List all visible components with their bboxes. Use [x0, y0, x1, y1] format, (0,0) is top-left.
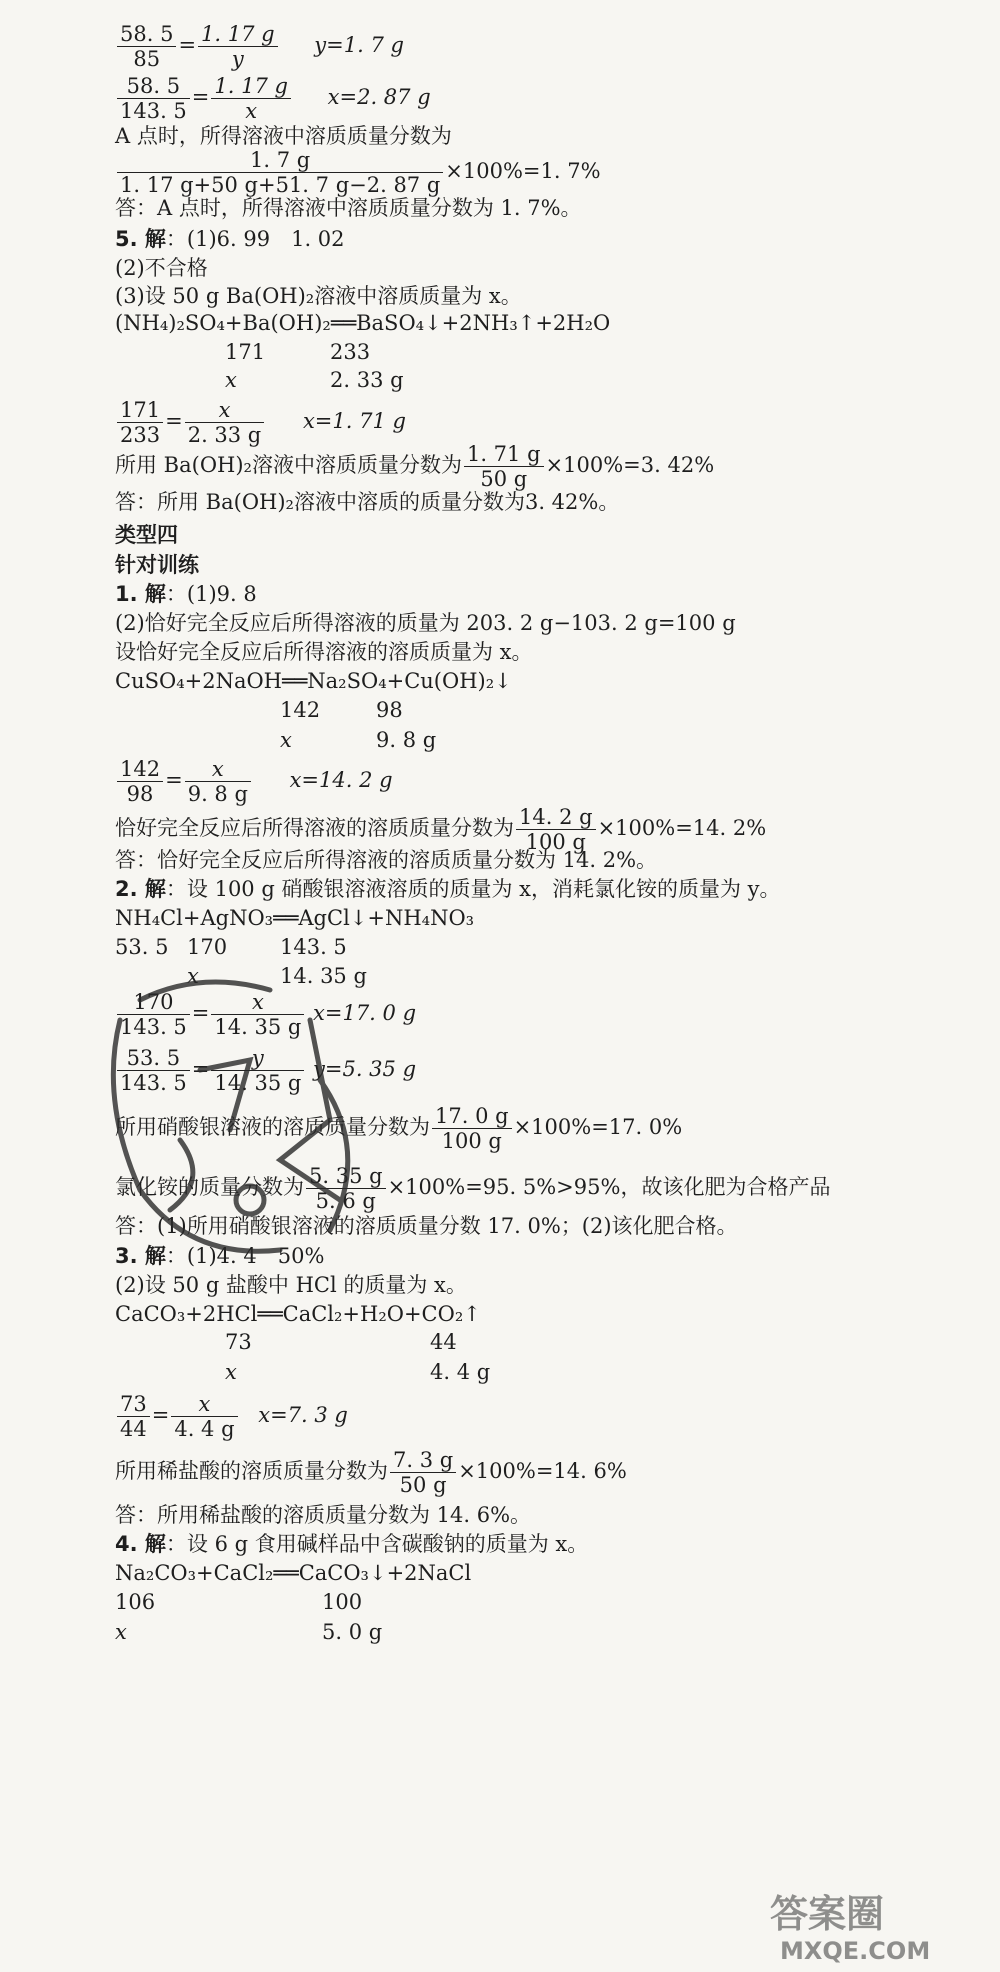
equation-2: CuSO₄+2NaOH══Na₂SO₄+Cu(OH)₂↓: [115, 669, 512, 693]
ratio-row-7b: 44: [430, 1330, 457, 1354]
eq-line-38: $\frac{73}{44}$ = $\frac{x}{4. 4 g}$ x=7. 3 g: [115, 1392, 348, 1441]
eq-line-22: 恰好完全反应后所得溶液的溶质质量分数为 $\frac{14. 2 g}{100 g}$ ×100%=14. 2%: [115, 805, 767, 855]
eq-line-2: $\frac{58. 5}{143. 5}$ = $\frac{1. 17 g}{x}$ x=2. 87 g: [115, 74, 431, 123]
ratio-row-4b: 9. 8 g: [376, 728, 437, 752]
ratio-row-5b: 170: [187, 935, 228, 959]
eq-line-28: $\frac{170}{143. 5}$ = $\frac{x}{14. 35 g}$ x=17. 0 g: [115, 990, 416, 1039]
ratio-row-1b: 233: [330, 340, 371, 364]
eq-line-13: 所用 Ba(OH)₂溶液中溶质质量分数为 $\frac{1. 71 g}{50 g}$ ×100%=3. 42%: [115, 442, 715, 492]
ratio-row-2: x: [225, 368, 237, 392]
text-line-3: A 点时，所得溶液中溶质质量分数为: [115, 124, 452, 148]
text-line-16: (2)恰好完全反应后所得溶液的质量为 203. 2 g−103. 2 g=100 g: [115, 611, 736, 635]
answer-line-5: 答：A 点时，所得溶液中溶质质量分数为 1. 7%。: [115, 196, 582, 220]
ratio-row-9b: 100: [322, 1590, 363, 1614]
ratio-row-7: 73: [225, 1330, 252, 1354]
text-line-8: (3)设 50 g Ba(OH)₂溶液中溶质质量为 x。: [115, 284, 522, 308]
eq-line-31: 氯化铵的质量分数为 $\frac{5. 35 g}{5. 6 g}$ ×100%=95. 5%>95%，故该化肥为合格产品: [115, 1164, 831, 1214]
answer-line-23: 答：恰好完全反应后所得溶液的溶质质量分数为 14. 2%。: [115, 848, 658, 872]
ratio-row-8b: 4. 4 g: [430, 1360, 491, 1384]
equation-5: Na₂CO₃+CaCl₂══CaCO₃↓+2NaCl: [115, 1561, 472, 1585]
eq-line-30: 所用硝酸银溶液的溶质质量分数为 $\frac{17. 0 g}{100 g}$ ×100%=17. 0%: [115, 1104, 683, 1154]
ratio-row-5: 53. 5: [115, 935, 169, 959]
answer-line-14: 答：所用 Ba(OH)₂溶液中溶质的质量分数为3. 42%。: [115, 490, 620, 514]
eq-line-1: $\frac{58. 5}{85}$ = $\frac{1. 17 g}{y}$ y=1. 7 g: [115, 22, 404, 71]
text-line-7: (2)不合格: [115, 256, 208, 280]
solution-5-head: 5. 解：(1)6. 99 1. 02: [115, 227, 345, 251]
watermark-url-text: MXQE.COM: [780, 1937, 931, 1965]
answer-line-40: 答：所用稀盐酸的溶质质量分数为 14. 6%。: [115, 1503, 532, 1527]
solution-1-head: 1. 解：(1)9. 8: [115, 582, 257, 606]
watermark-logo: [760, 1885, 990, 1965]
solution-3-head: 3. 解：(1)4. 4 50%: [115, 1244, 325, 1268]
solution-2-head: 2. 解：设 100 g 硝酸银溶液溶质的质量为 x，消耗氯化铵的质量为 y。: [115, 877, 781, 901]
ratio-row-10: x: [115, 1620, 127, 1644]
eq-line-29: $\frac{53. 5}{143. 5}$ = $\frac{y}{14. 35 g}$ y=5. 35 g: [115, 1046, 416, 1095]
solution-4-head: 4. 解：设 6 g 食用碱样品中含碳酸钠的质量为 x。: [115, 1532, 589, 1556]
ratio-row-3b: 98: [376, 698, 403, 722]
ratio-row-1: 171: [225, 340, 266, 364]
ratio-row-4: x: [280, 728, 292, 752]
ratio-row-8: x: [225, 1360, 237, 1384]
subsection-heading: 针对训练: [115, 553, 199, 577]
watermark-logo-text: 答案圈: [770, 1892, 885, 1936]
eq-line-21: $\frac{142}{98}$ = $\frac{x}{9. 8 g}$ x=14. 2 g: [115, 757, 393, 806]
ratio-row-2b: 2. 33 g: [330, 368, 404, 392]
ratio-row-6b: 14. 35 g: [280, 964, 367, 988]
text-line-17: 设恰好完全反应后所得溶液的溶质质量为 x。: [115, 640, 533, 664]
answer-line-32: 答：(1)所用硝酸银溶液的溶质质量分数 17. 0%；(2)该化肥合格。: [115, 1214, 738, 1238]
ratio-row-3: 142: [280, 698, 321, 722]
equation-4: CaCO₃+2HCl══CaCl₂+H₂O+CO₂↑: [115, 1302, 481, 1326]
ratio-row-6: x: [187, 964, 199, 988]
equation-1: (NH₄)₂SO₄+Ba(OH)₂══BaSO₄↓+2NH₃↑+2H₂O: [115, 311, 611, 335]
ratio-row-5c: 143. 5: [280, 935, 347, 959]
section-heading: 类型四: [115, 523, 178, 547]
eq-line-12: $\frac{171}{233}$ = $\frac{x}{2. 33 g}$ x=1. 71 g: [115, 398, 406, 447]
equation-3: NH₄Cl+AgNO₃══AgCl↓+NH₄NO₃: [115, 906, 475, 930]
eq-line-4: $\frac{1. 7 g}{1. 17 g+50 g+51. 7 g-2. 87 g}$ ×100%=1. 7%: [115, 148, 601, 197]
eq-line-39: 所用稀盐酸的溶质质量分数为 $\frac{7. 3 g}{50 g}$ ×100%=14. 6%: [115, 1448, 627, 1498]
text-line-34: (2)设 50 g 盐酸中 HCl 的质量为 x。: [115, 1273, 467, 1297]
ratio-row-10b: 5. 0 g: [322, 1620, 383, 1644]
ratio-row-9: 106: [115, 1590, 156, 1614]
